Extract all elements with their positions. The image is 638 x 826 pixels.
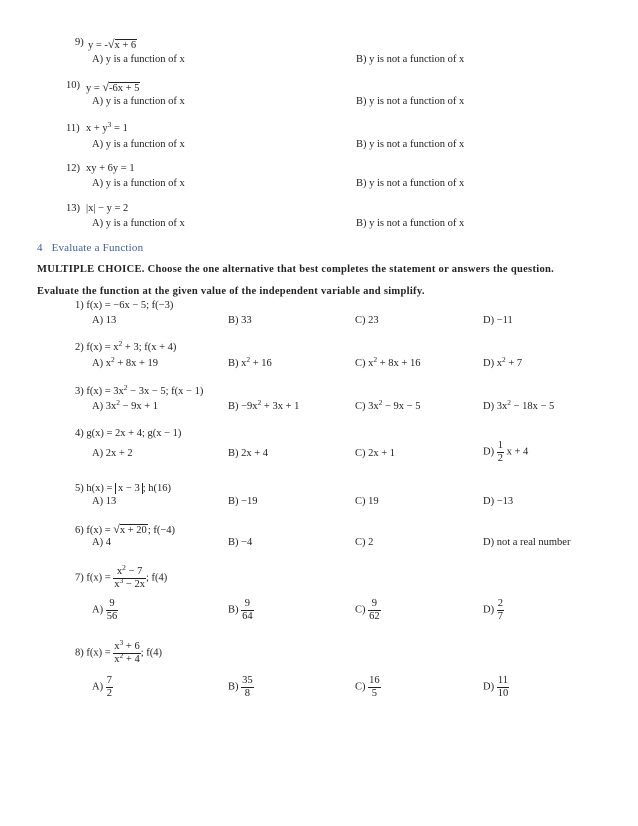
choice-b[interactable]: B) 2x + 4 — [228, 448, 269, 459]
choice-a[interactable]: A) 13 — [92, 315, 117, 326]
choice-d[interactable]: D) −13 — [483, 496, 514, 507]
instruction-evaluate: Evaluate the function at the given value of the independent variable and simplify. — [37, 286, 425, 297]
choice-b[interactable]: B) y is not a function of x — [356, 54, 465, 65]
fraction: $\frac{x^2 - 7}{x^3 - 2x}$ — [114, 563, 145, 591]
choice-a[interactable]: A) $\frac{9}{56}$ — [92, 598, 118, 623]
choice-d[interactable]: D) $x^2 + 7$ — [483, 355, 523, 369]
choice-b[interactable]: B) y is not a function of x — [356, 96, 465, 107]
choice-c[interactable]: C) 2 — [355, 537, 374, 548]
fraction: $\frac{x^3 + 6}{x^2 + 4}$ — [114, 638, 140, 666]
question-number: 9) — [75, 37, 84, 48]
choice-a[interactable]: A) 13 — [92, 496, 117, 507]
question-stem: 6) f(x) = √x + 20; f(−4) — [75, 522, 176, 536]
question-stem: 3) $f(x) = 3x^2 - 3x - 5$; f(x − 1) — [75, 383, 204, 397]
choice-b[interactable]: B) −19 — [228, 496, 258, 507]
question-stem: 1) f(x) = −6x − 5; f(−3) — [75, 300, 174, 311]
choice-b[interactable]: B) y is not a function of x — [356, 218, 465, 229]
choice-a[interactable]: A) y is a function of x — [92, 139, 185, 150]
choice-a[interactable]: A) 4 — [92, 537, 111, 548]
choice-c[interactable]: C) 19 — [355, 496, 379, 507]
choice-a[interactable]: A) y is a function of x — [92, 218, 185, 229]
choice-c[interactable]: C) $3x^2 - 9x - 5$ — [355, 398, 421, 412]
question-number: 12) — [66, 163, 80, 174]
equation: y = √-6x + 5 — [86, 80, 140, 94]
choice-a[interactable]: A) 2x + 2 — [92, 448, 133, 459]
question-number: 10) — [66, 80, 80, 91]
question-number: 13) — [66, 203, 80, 214]
choice-a[interactable]: A) y is a function of x — [92, 178, 185, 189]
choice-b[interactable]: B) 33 — [228, 315, 252, 326]
choice-b[interactable]: B) $x^2 + 16$ — [228, 355, 272, 369]
choice-d[interactable]: D) $3x^2 - 18x - 5$ — [483, 398, 555, 412]
choice-a[interactable]: A) $3x^2 - 9x + 1$ — [92, 398, 159, 412]
choice-d[interactable]: D) −11 — [483, 315, 513, 326]
choice-b[interactable]: B) y is not a function of x — [356, 139, 465, 150]
choice-b[interactable]: B) −4 — [228, 537, 253, 548]
equation: $x + y^3 = 1$ — [86, 120, 128, 134]
section-number: 4 — [37, 242, 43, 254]
choice-b[interactable]: $B) -9x^2 + 3x + 1$ — [228, 398, 300, 412]
choice-d[interactable]: D) $\frac{11}{10}$ — [483, 675, 509, 700]
choice-a[interactable]: A) $x^2 + 8x + 19$ — [92, 355, 159, 369]
choice-b[interactable]: B) $\frac{35}{8}$ — [228, 675, 253, 700]
equation: |x| − y = 2 — [86, 203, 129, 214]
choice-a[interactable]: A) y is a function of x — [92, 96, 185, 107]
choice-c[interactable]: C) 23 — [355, 315, 379, 326]
choice-a[interactable]: A) $\frac{7}{2}$ — [92, 675, 112, 700]
fraction: $\frac{1}{2}$ — [497, 440, 503, 465]
equation: y = -√x + 6 — [88, 37, 137, 51]
question-stem: 8) f(x) = $\frac{x^3 + 6}{x^2 + 4}$ ; f(4) — [75, 638, 163, 666]
choice-b[interactable]: B) $\frac{9}{64}$ — [228, 598, 253, 623]
question-stem: 2) $f(x) = x^2 + 3$; f(x + 4) — [75, 339, 177, 353]
choice-c[interactable]: C) $\frac{9}{62}$ — [355, 598, 380, 623]
question-stem: 4) g(x) = 2x + 4; g(x − 1) — [75, 428, 182, 439]
question-stem: 7) f(x) = $\frac{x^2 - 7}{x^3 - 2x}$ ; f(4) — [75, 563, 168, 591]
section-title: Evaluate a Function — [51, 242, 144, 254]
section-header — [37, 243, 143, 254]
choice-d[interactable]: D) $\frac{2}{7}$ — [483, 598, 503, 623]
question-stem: 5) h(x) = x − 3 ; h(16) — [75, 483, 172, 494]
question-number: 11) — [66, 123, 80, 134]
choice-d[interactable]: D) $\frac{1}{2}$ x + 4 — [483, 440, 529, 465]
choice-c[interactable]: C) 2x + 1 — [355, 448, 396, 459]
choice-d[interactable]: D) not a real number — [483, 537, 571, 548]
instruction-multiple-choice: MULTIPLE CHOICE. Choose the one alternative that best completes the statement or answers the question. — [37, 264, 555, 275]
choice-a[interactable]: A) y is a function of x — [92, 54, 185, 65]
choice-c[interactable]: C) $\frac{16}{5}$ — [355, 675, 380, 700]
choice-b[interactable]: B) y is not a function of x — [356, 178, 465, 189]
equation: xy + 6y = 1 — [86, 163, 135, 174]
choice-c[interactable]: C) $x^2 + 8x + 16$ — [355, 355, 421, 369]
